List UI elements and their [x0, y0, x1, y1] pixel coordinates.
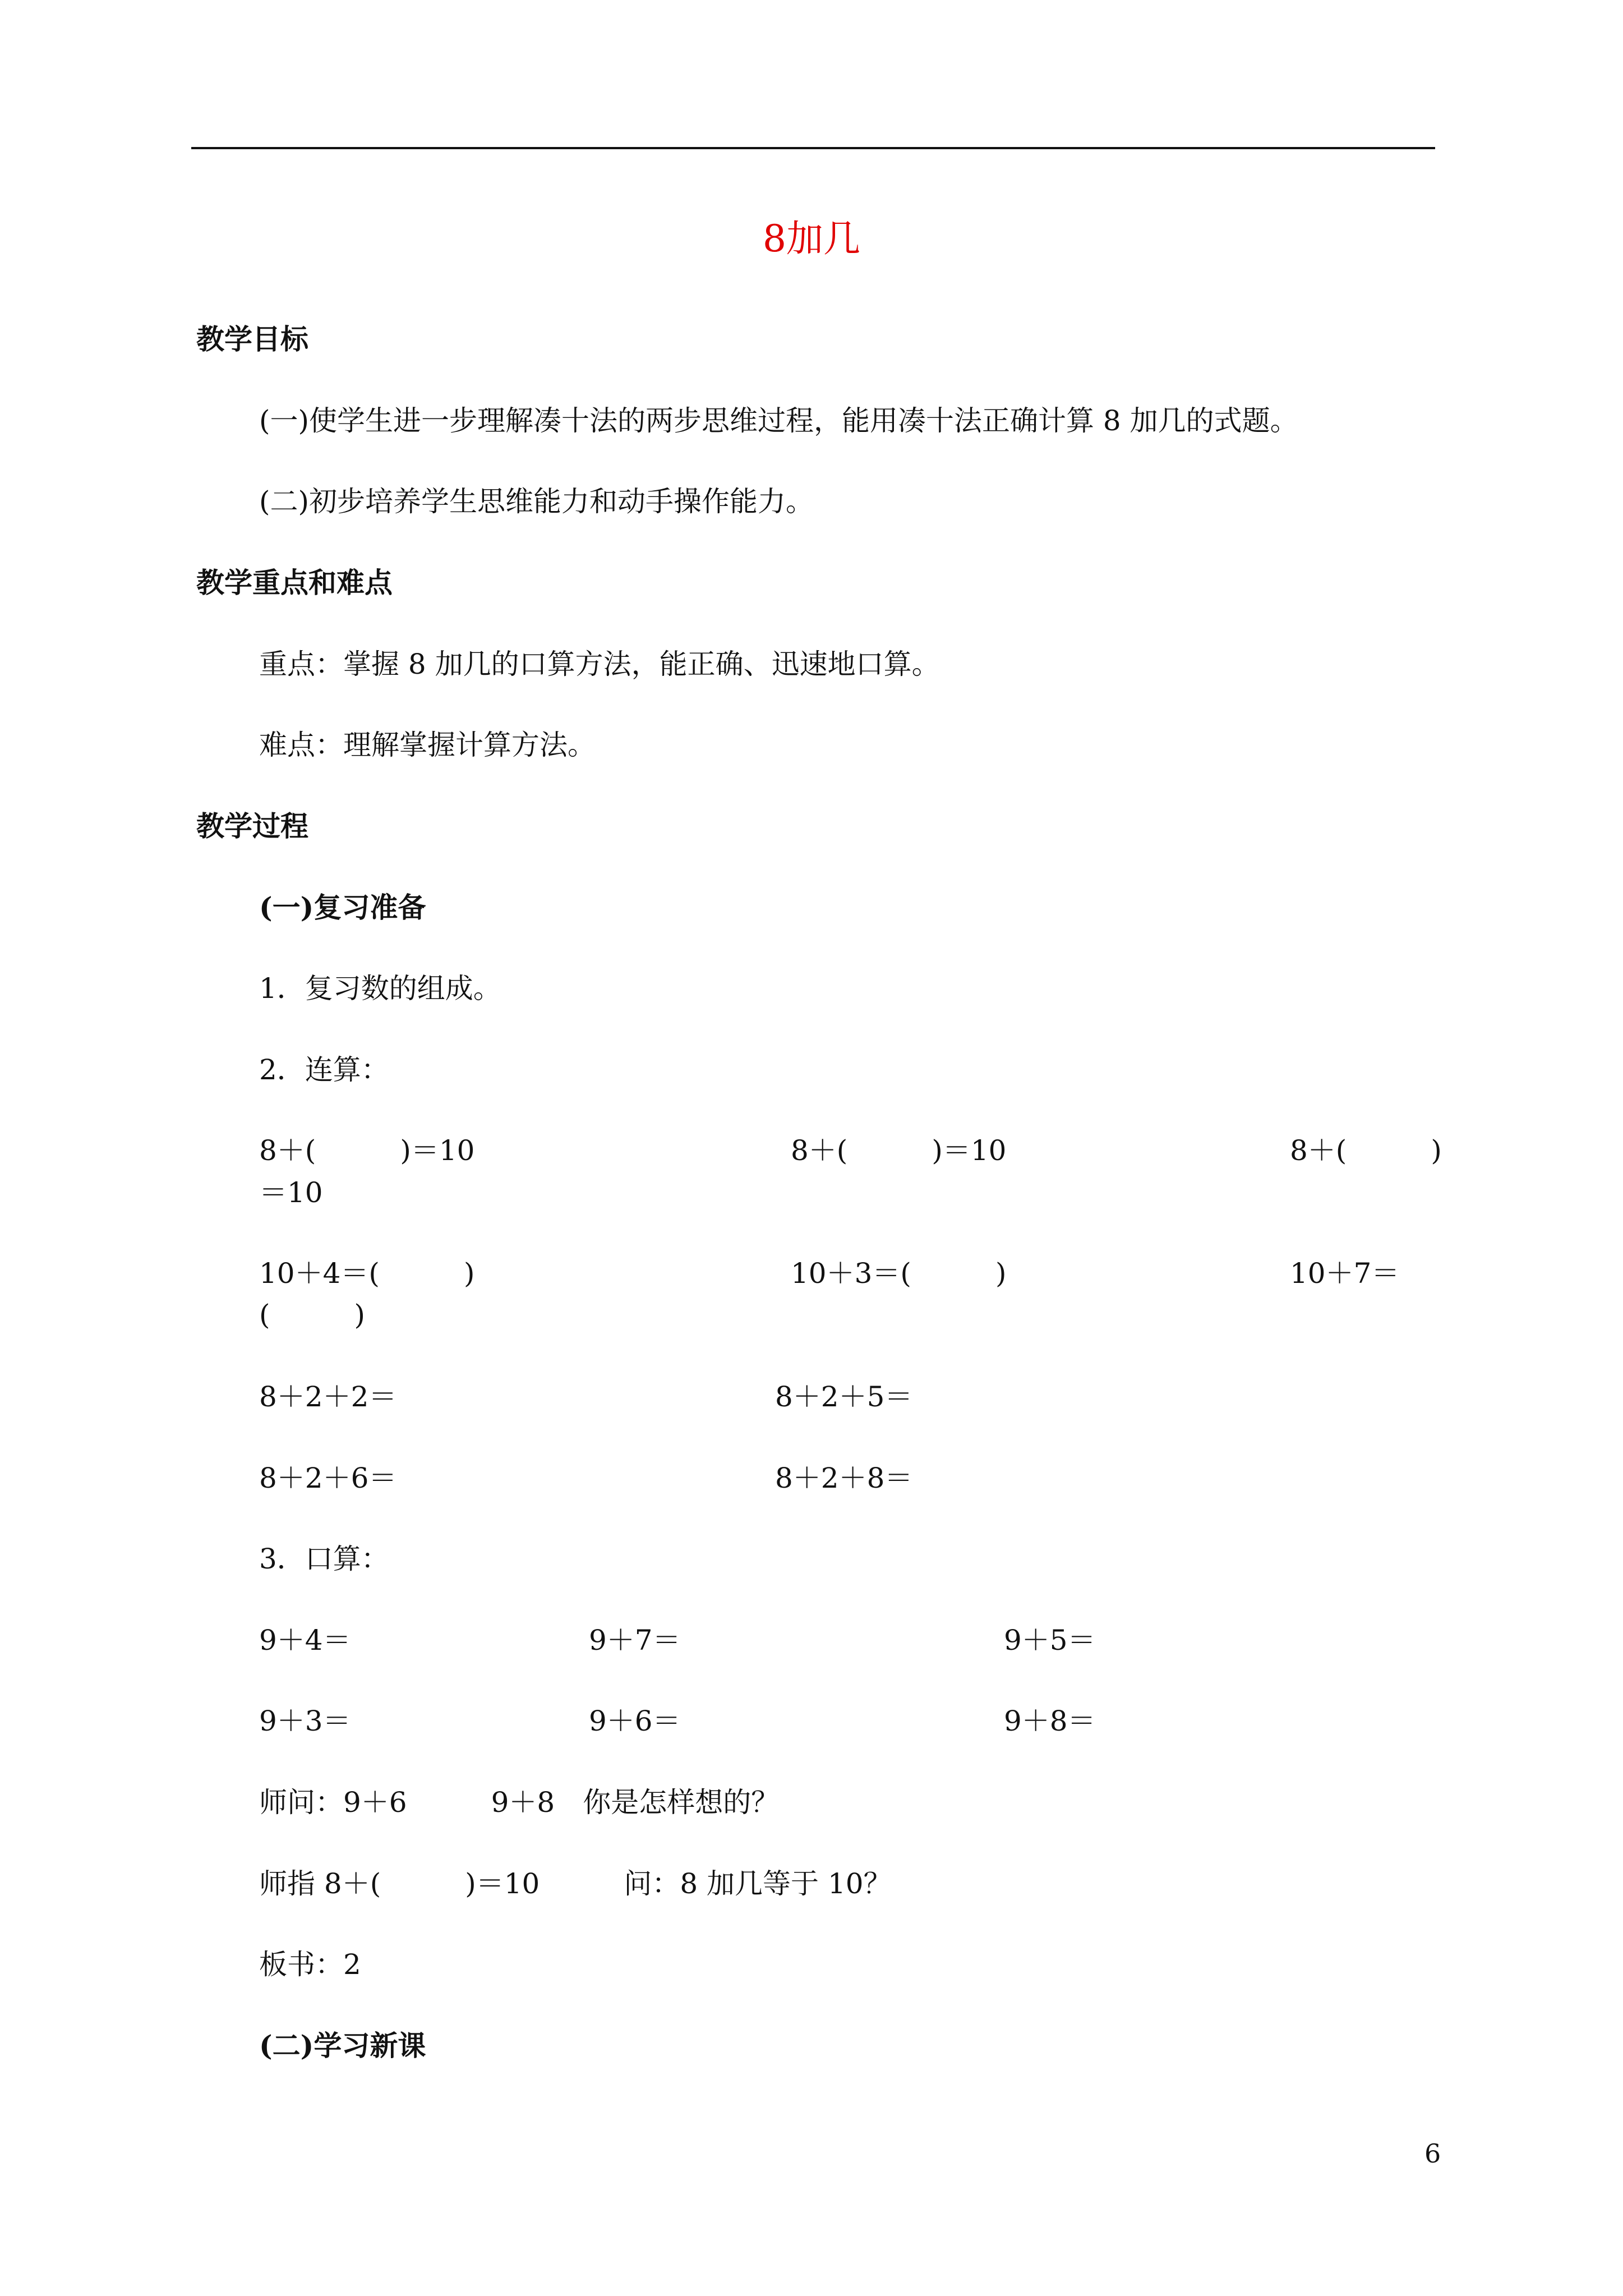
exercise-cell: ( ) — [259, 1299, 366, 1331]
exercise-cell: 9＋4＝ — [259, 1624, 351, 1657]
exercise-cell: 9＋7＝ — [589, 1624, 681, 1657]
process-heading: 教学过程 — [196, 809, 308, 843]
list-item-2: 2．连算： — [259, 1053, 389, 1086]
exercise-cell: 10＋4＝( ) — [259, 1257, 475, 1290]
exercise-cell: 8＋( )＝10 — [791, 1134, 1007, 1167]
exercise-cell: ＝10 — [259, 1176, 323, 1209]
teacher-question-2: 师指 8＋( )＝10 问：8 加几等于 10？ — [259, 1867, 892, 1900]
board-note: 板书：2 — [259, 1948, 361, 1981]
header-rule — [191, 147, 1435, 149]
teacher-question-1: 师问：9＋6 9＋8 你是怎样想的？ — [259, 1786, 780, 1819]
exercise-cell: 8＋2＋6＝ — [259, 1462, 397, 1494]
page-number: 6 — [1424, 2138, 1441, 2169]
review-heading: (一)复习准备 — [259, 891, 426, 924]
key-point: 重点：掌握 8 加几的口算方法，能正确、迅速地口算。 — [259, 648, 940, 680]
keypoints-heading: 教学重点和难点 — [196, 566, 393, 599]
goal-1: (一)使学生进一步理解凑十法的两步思维过程，能用凑十法正确计算 8 加几的式题。 — [259, 404, 1298, 437]
exercise-cell: 9＋3＝ — [259, 1705, 351, 1737]
exercise-cell: 8＋2＋2＝ — [259, 1381, 397, 1413]
exercise-cell: 8＋2＋8＝ — [775, 1462, 913, 1494]
exercise-cell: 8＋2＋5＝ — [775, 1381, 913, 1413]
exercise-cell: 8＋( )＝10 — [259, 1134, 475, 1167]
document-title: 8加几 — [763, 217, 860, 260]
exercise-cell: 9＋8＝ — [1004, 1705, 1096, 1737]
difficulty-point: 难点：理解掌握计算方法。 — [259, 729, 596, 761]
exercise-cell: 8＋( ) — [1290, 1134, 1442, 1167]
goals-heading: 教学目标 — [196, 323, 308, 356]
list-item-1: 1．复习数的组成。 — [259, 972, 501, 1005]
exercise-cell: 10＋3＝( ) — [791, 1257, 1007, 1290]
exercise-cell: 10＋7＝ — [1290, 1257, 1400, 1290]
new-lesson-heading: (二)学习新课 — [259, 2029, 426, 2062]
list-item-3: 3．口算： — [259, 1543, 389, 1575]
exercise-cell: 9＋6＝ — [589, 1705, 681, 1737]
exercise-cell: 9＋5＝ — [1004, 1624, 1096, 1657]
goal-2: (二)初步培养学生思维能力和动手操作能力。 — [259, 485, 814, 518]
